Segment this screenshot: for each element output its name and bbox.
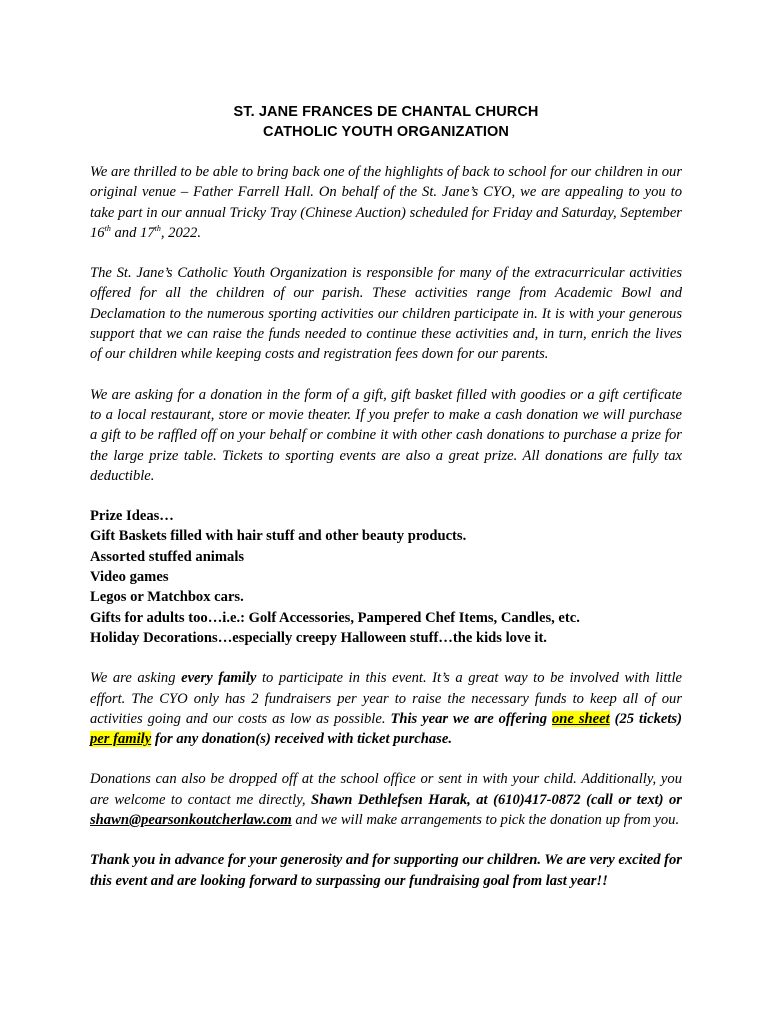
- intro-text: We are thrilled to be able to bring back one of the highlights of back to school for our children in our original venue – Father Farrell Hall. On behalf of the St. Jane’s CYO, we are appealing to you to take part in our annual Tricky Tray (Chinese Auction) scheduled for Friday and Saturday, September 16: [90, 164, 682, 241]
- ordinal-suffix: th: [154, 224, 161, 234]
- contact-paragraph: [90, 769, 682, 830]
- church-name: ST. JANE FRANCES DE CHANTAL CHURCH: [233, 104, 539, 120]
- list-item: Legos or Matchbox cars.: [90, 589, 244, 606]
- offer-text: for any donation(s) received with ticket purchase.: [151, 731, 452, 748]
- donation-request-paragraph: We are asking for a donation in the form of a gift, gift basket filled with goodies or a gift certificate to a local restaurant, store or movie theater. If you prefer to make a cash donation we will purchase a gift to be raffled off on your behalf or combine it with other cash donations to purchase a prize for the large prize table. Tickets to sporting events are also a great prize. All donations are fully tax deductible.: [90, 386, 682, 484]
- family-text: We are asking: [90, 670, 182, 687]
- list-item: Gift Baskets filled with hair stuff and other beauty products.: [90, 528, 467, 545]
- offer-text: (25 tickets): [609, 710, 682, 727]
- intro-paragraph: [90, 162, 682, 243]
- contact-text: Donations can also be dropped off at the school office or sent in with your child. Additionally, you are welcome to contact me directly,: [90, 771, 682, 808]
- letter-page: [90, 102, 682, 906]
- prize-ideas-heading: Prize Ideas…: [90, 508, 174, 525]
- one-sheet-highlight: one sheet: [551, 710, 610, 727]
- intro-text: and 17: [110, 224, 155, 241]
- list-item: Holiday Decorations…especially creepy Halloween stuff…the kids love it.: [90, 629, 547, 646]
- list-item: Assorted stuffed animals: [90, 548, 245, 565]
- closing-paragraph: Thank you in advance for your generosity and for supporting our children. We are very excited for this event and are looking forward to surpassing our fundraising goal from last year!!: [90, 852, 682, 889]
- offer-text: This year we are offering: [390, 710, 552, 727]
- every-family-emphasis: every family: [181, 670, 257, 687]
- ordinal-suffix: th: [104, 224, 111, 234]
- list-item: Video games: [90, 569, 169, 586]
- contact-person: Shawn Dethlefsen Harak, at (610)417-0872 (call or text) or: [311, 791, 682, 808]
- family-text: to participate in this event. It’s a great way to be involved with little effort. The CYO only has 2 fundraisers per year to raise the necessary funds to keep all of our activities going and our costs as low as possible.: [90, 670, 682, 727]
- family-participation-paragraph: [90, 668, 682, 749]
- about-paragraph: The St. Jane’s Catholic Youth Organization is responsible for many of the extracurricular activities offered for all the children of our parish. These activities range from Academic Bowl and Declamation to the numerous sporting activities our children participate in. It is with your generous support that we can raise the funds needed to continue these activities and, in turn, enrich the lives of our children while keeping costs and registration fees down for our parents.: [90, 265, 682, 363]
- intro-text: , 2022.: [160, 224, 201, 241]
- per-family-highlight: per family: [90, 731, 152, 748]
- prize-ideas-list: [90, 506, 682, 648]
- list-item: Gifts for adults too…i.e.: Golf Accessories, Pampered Chef Items, Candles, etc.: [90, 609, 580, 626]
- organization-name: CATHOLIC YOUTH ORGANIZATION: [263, 124, 509, 140]
- email-link[interactable]: shawn@pearsonkoutcherlaw.com: [90, 812, 292, 829]
- letter-heading: [90, 102, 682, 142]
- contact-text: and we will make arrangements to pick the donation up from you.: [291, 812, 680, 829]
